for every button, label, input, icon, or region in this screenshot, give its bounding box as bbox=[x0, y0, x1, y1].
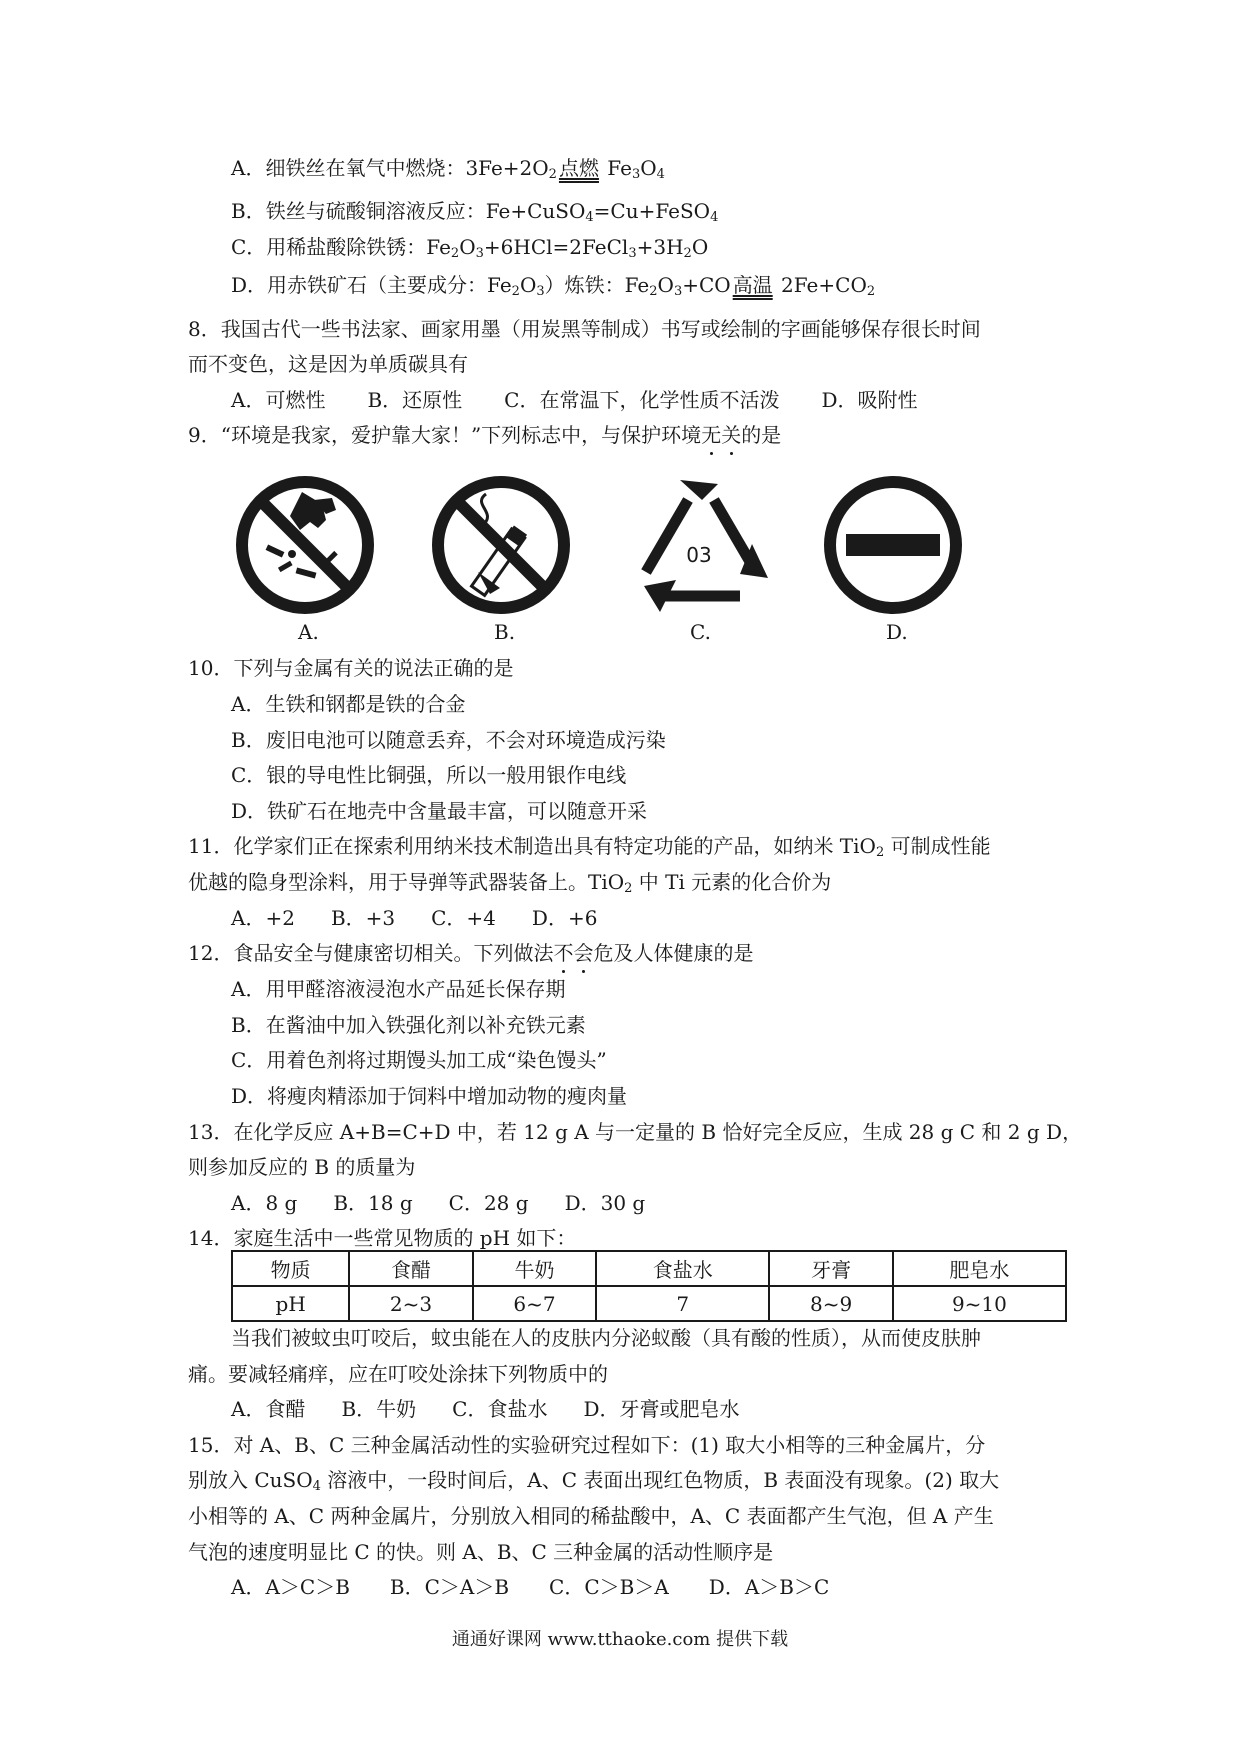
text: A．细铁丝在氧气中燃烧：3Fe+2O bbox=[231, 156, 549, 180]
subscript: 3 bbox=[673, 284, 683, 299]
table-row bbox=[232, 1286, 1066, 1321]
text: O bbox=[519, 273, 537, 297]
subscript: 4 bbox=[585, 210, 594, 225]
table-cell: 食醋 bbox=[349, 1251, 472, 1286]
q10-option-d: D．铁矿石在地壳中含量最丰富，可以随意开采 bbox=[231, 799, 648, 823]
table-cell: 7 bbox=[596, 1286, 769, 1321]
q7-option-d bbox=[231, 271, 875, 299]
sign-label-b: B. bbox=[494, 620, 516, 644]
text: +CO bbox=[682, 273, 731, 297]
text: 11．化学家们正在探索利用纳米技术制造出具有特定功能的产品，如纳米 TiO bbox=[188, 834, 876, 858]
q8-options bbox=[231, 386, 918, 414]
text: D．用赤铁矿石（主要成分：Fe bbox=[231, 273, 512, 297]
option-a: A．A＞C＞B bbox=[231, 1575, 350, 1599]
recycle-sign-icon bbox=[620, 470, 780, 620]
subscript: 2 bbox=[683, 246, 692, 261]
table-cell: 物质 bbox=[232, 1251, 349, 1286]
option-d: D．吸附性 bbox=[821, 388, 918, 412]
table-cell: 牛奶 bbox=[473, 1251, 596, 1286]
text: 9．“环境是我家，爱护靠大家！”下列标志中，与保护环境 bbox=[188, 423, 702, 447]
text: ）炼铁：Fe bbox=[544, 273, 650, 297]
text: O bbox=[640, 156, 657, 180]
q11-stem-line1 bbox=[188, 832, 991, 860]
subscript: 2 bbox=[511, 284, 520, 299]
subscript: 3 bbox=[628, 246, 637, 261]
option-c: C．食盐水 bbox=[452, 1397, 548, 1421]
q13-options bbox=[231, 1189, 645, 1217]
q10-option-c: C．银的导电性比铜强，所以一般用银作电线 bbox=[231, 763, 627, 787]
text: O bbox=[691, 235, 709, 259]
text: =Cu+FeSO bbox=[593, 199, 711, 223]
q10-option-b: B．废旧电池可以随意丢弃，不会对环境造成污染 bbox=[231, 728, 666, 752]
q15-stem-line4: 气泡的速度明显比 C 的快。则 A、B、C 三种金属的活动性顺序是 bbox=[188, 1540, 774, 1564]
text: 别放入 CuSO bbox=[188, 1468, 313, 1492]
q15-stem-line1: 15．对 A、B、C 三种金属活动性的实验研究过程如下：(1) 取大小相等的三种金属片，分 bbox=[188, 1433, 986, 1457]
option-b: B．+3 bbox=[330, 906, 396, 930]
text: 优越的隐身型涂料，用于导弹等武器装备上。TiO bbox=[188, 870, 625, 894]
subscript: 2 bbox=[866, 284, 876, 299]
option-c: C．C＞B＞A bbox=[549, 1575, 669, 1599]
q14-stem: 14．家庭生活中一些常见物质的 pH 如下： bbox=[188, 1226, 577, 1250]
option-a: A．+2 bbox=[231, 906, 295, 930]
subscript: 2 bbox=[450, 246, 460, 261]
recycle-code: 03 bbox=[686, 543, 712, 567]
subscript: 4 bbox=[312, 1479, 321, 1494]
option-b: B．18 g bbox=[333, 1191, 413, 1215]
option-b: B．还原性 bbox=[367, 388, 463, 412]
q8-stem-line2: 而不变色，这是因为单质碳具有 bbox=[188, 352, 468, 376]
subscript: 2 bbox=[649, 284, 658, 299]
q15-options bbox=[231, 1573, 829, 1601]
option-d: D．+6 bbox=[531, 906, 598, 930]
no-dumping-sign-icon bbox=[230, 470, 380, 620]
text: 的是 bbox=[741, 423, 782, 447]
table-cell: 6~7 bbox=[473, 1286, 596, 1321]
q12-option-a: A．用甲醛溶液浸泡水产品延长保存期 bbox=[231, 977, 566, 1001]
option-a: A．食醋 bbox=[231, 1397, 306, 1421]
q14-body-line1: 当我们被蚊虫叮咬后，蚊虫能在人的皮肤内分泌蚁酸（具有酸的性质），从而使皮肤肿 bbox=[231, 1326, 981, 1350]
text: 危及人体健康的是 bbox=[593, 941, 754, 965]
table-header-row bbox=[232, 1251, 1066, 1286]
option-a: A．8 g bbox=[231, 1191, 298, 1215]
table-cell: 肥皂水 bbox=[893, 1251, 1066, 1286]
no-entry-sign-icon bbox=[818, 470, 968, 620]
option-d: D．A＞B＞C bbox=[708, 1575, 830, 1599]
page-footer: 通通好课网 www.tthaoke.com 提供下载 bbox=[451, 1629, 789, 1650]
q12-option-c: C．用着色剂将过期馒头加工成“染色馒头” bbox=[231, 1048, 607, 1072]
option-b: B．牛奶 bbox=[341, 1397, 417, 1421]
text: B．铁丝与硫酸铜溶液反应：Fe+CuSO bbox=[231, 199, 586, 223]
q8-stem-line1: 8．我国古代一些书法家、画家用墨（用炭黑等制成）书写或绘制的字画能够保存很长时间 bbox=[188, 317, 981, 341]
q9-stem bbox=[188, 421, 781, 449]
subscript: 2 bbox=[548, 167, 557, 182]
emphasis-char: 关 bbox=[721, 423, 742, 447]
q15-stem-line3: 小相等的 A、C 两种金属片，分别放入相同的稀盐酸中，A、C 表面都产生气泡，但 A 产生 bbox=[188, 1504, 994, 1528]
reaction-condition: 点燃 bbox=[558, 156, 599, 180]
q10-stem: 10．下列与金属有关的说法正确的是 bbox=[188, 656, 514, 680]
subscript: 4 bbox=[656, 167, 665, 182]
text: C．用稀盐酸除铁锈：Fe bbox=[231, 235, 451, 259]
q14-options bbox=[231, 1395, 740, 1423]
text: +3H bbox=[636, 235, 684, 259]
q13-stem-line1: 13．在化学反应 A+B=C+D 中，若 12 g A 与一定量的 B 恰好完全反应，生成 28 g C 和 2 g D， bbox=[188, 1120, 1083, 1144]
table-cell: 2~3 bbox=[349, 1286, 472, 1321]
q12-stem bbox=[188, 939, 753, 967]
text: +6HCl=2FeCl bbox=[483, 235, 629, 259]
option-d: D．牙膏或肥皂水 bbox=[583, 1397, 740, 1421]
option-c: C．+4 bbox=[431, 906, 496, 930]
sign-label-a: A. bbox=[298, 620, 319, 644]
q12-option-d: D．将瘦肉精添加于饲料中增加动物的瘦肉量 bbox=[231, 1084, 628, 1108]
text: Fe bbox=[600, 156, 632, 180]
q10-option-a: A．生铁和钢都是铁的合金 bbox=[231, 692, 466, 716]
q12-option-b: B．在酱油中加入铁强化剂以补充铁元素 bbox=[231, 1013, 586, 1037]
table-cell: 8~9 bbox=[769, 1286, 892, 1321]
text: 12．食品安全与健康密切相关。下列做法 bbox=[188, 941, 554, 965]
text: O bbox=[657, 273, 674, 297]
option-b: B．C＞A＞B bbox=[389, 1575, 510, 1599]
option-d: D．30 g bbox=[564, 1191, 646, 1215]
subscript: 3 bbox=[536, 284, 545, 299]
q11-stem-line2 bbox=[188, 868, 831, 896]
sign-label-d: D. bbox=[886, 620, 908, 644]
text: O bbox=[459, 235, 476, 259]
table-cell: 9~10 bbox=[893, 1286, 1066, 1321]
option-c: C．28 g bbox=[448, 1191, 529, 1215]
subscript: 2 bbox=[875, 845, 885, 860]
q11-options bbox=[231, 904, 597, 932]
q7-option-a bbox=[231, 154, 665, 182]
sign-label-c: C. bbox=[690, 620, 711, 644]
subscript: 2 bbox=[624, 881, 633, 896]
emphasis-char: 无 bbox=[701, 423, 722, 447]
subscript: 3 bbox=[475, 246, 484, 261]
subscript: 4 bbox=[710, 210, 719, 225]
option-a: A．可燃性 bbox=[231, 388, 326, 412]
table-cell: 食盐水 bbox=[596, 1251, 769, 1286]
text: 中 Ti 元素的化合价为 bbox=[632, 870, 832, 894]
table-cell: pH bbox=[232, 1286, 349, 1321]
q7-option-c bbox=[231, 233, 708, 261]
text: 溶液中，一段时间后，A、C 表面出现红色物质，B 表面没有现象。(2) 取大 bbox=[320, 1468, 1000, 1492]
reaction-condition: 高温 bbox=[732, 273, 773, 297]
no-smoking-sign-icon bbox=[426, 470, 576, 620]
subscript: 3 bbox=[631, 167, 641, 182]
q13-stem-line2: 则参加反应的 B 的质量为 bbox=[188, 1155, 416, 1179]
table-cell: 牙膏 bbox=[769, 1251, 892, 1286]
emphasis-char: 会 bbox=[573, 941, 594, 965]
option-c: C．在常温下，化学性质不活泼 bbox=[504, 388, 780, 412]
q14-body-line2: 痛。要减轻痛痒，应在叮咬处涂抹下列物质中的 bbox=[188, 1362, 608, 1386]
q7-option-b bbox=[231, 197, 718, 225]
emphasis-char: 不 bbox=[553, 941, 574, 965]
q15-stem-line2 bbox=[188, 1466, 999, 1494]
text: 可制成性能 bbox=[884, 834, 991, 858]
ph-table bbox=[231, 1250, 1067, 1322]
text: 2Fe+CO bbox=[774, 273, 867, 297]
